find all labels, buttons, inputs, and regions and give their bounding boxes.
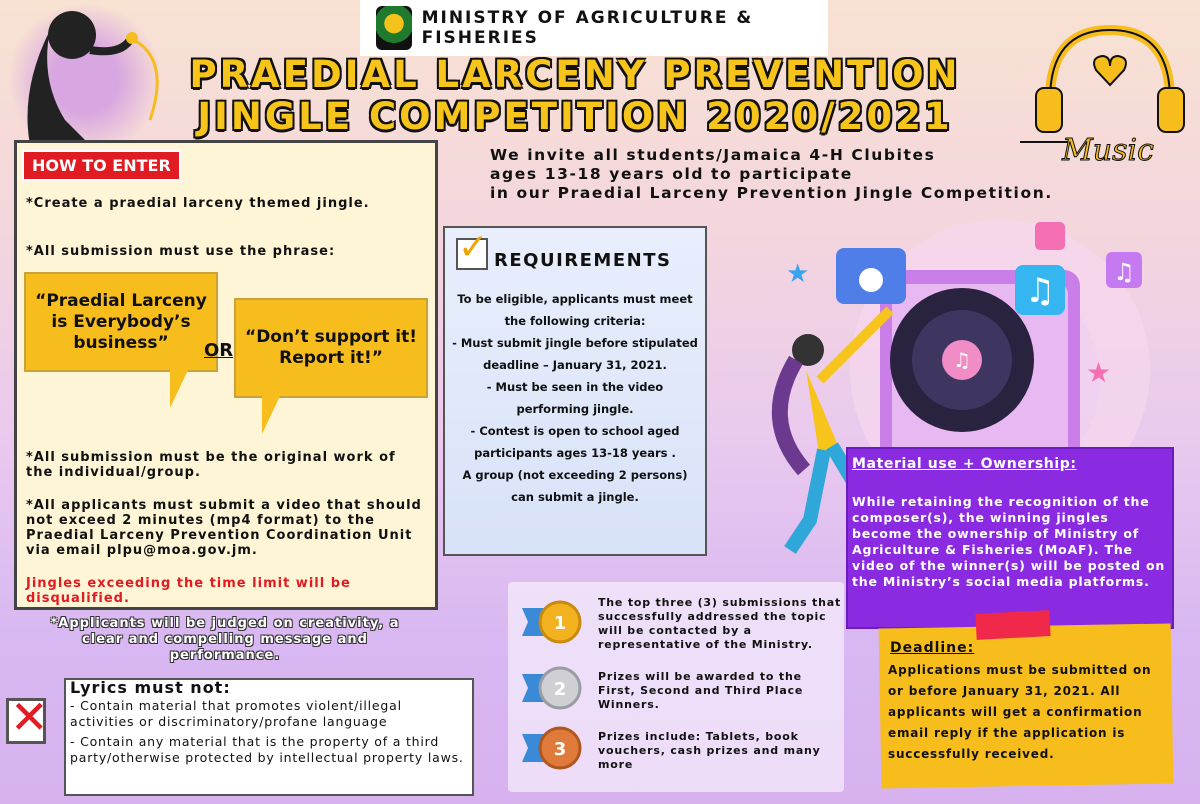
requirement-age: - Contest is open to school aged participants ages 13-18 years . bbox=[470, 424, 680, 460]
requirement-group: A group (not exceeding 2 persons) can submit a jingle. bbox=[462, 468, 688, 504]
enter-rule-theme: *Create a praedial larceny themed jingle. bbox=[26, 196, 370, 211]
enter-rule-original: *All submission must be the original work of the individual/group. bbox=[26, 450, 396, 480]
lyrics-rule-1: - Contain material that promotes violent/illegal activities or discriminatory/profane language bbox=[70, 698, 402, 729]
prize-contact-text: The top three (3) submissions that successfully addressed the topic will be contacted by a representative of the Ministry. bbox=[598, 596, 842, 651]
deadline-title: Deadline: bbox=[890, 640, 975, 656]
title-line-2: JINGLE COMPETITION 2020/2021 bbox=[197, 95, 953, 138]
enter-rule-video: *All applicants must submit a video that should not exceed 2 minutes (mp4 format) to the Praedial Larceny Prevention Coordination Unit via email plpu@moa.gov.jm. bbox=[26, 498, 422, 558]
prize-include-text: Prizes include: Tablets, book vouchers, cash prizes and many more bbox=[598, 730, 821, 771]
requirements-intro: To be eligible, applicants must meet the following criteria: bbox=[457, 292, 693, 328]
invite-line-1: We invite all students/Jamaica 4-H Clubites bbox=[490, 146, 936, 164]
lyrics-title: Lyrics must not: bbox=[70, 678, 231, 697]
or-label: OR bbox=[204, 340, 234, 361]
phrase-bubble-1: “Praedial Larceny is Everybody’s business” bbox=[24, 272, 218, 372]
material-ownership-title: Material use + Ownership: bbox=[852, 456, 1077, 472]
requirements-body bbox=[450, 288, 700, 508]
checkmark-icon: ✓ bbox=[458, 227, 489, 268]
how-to-enter-badge: HOW TO ENTER bbox=[22, 150, 181, 181]
bronze-medal-icon bbox=[518, 724, 588, 772]
svg-text:★: ★ bbox=[1086, 356, 1112, 389]
svg-text:♫: ♫ bbox=[1113, 258, 1135, 286]
deadline-body: Applications must be submitted on or before January 31, 2021. All applicants will get a confirmation email reply if the application is successfully received. bbox=[888, 663, 1152, 761]
svg-text:3: 3 bbox=[553, 739, 567, 760]
page-title bbox=[180, 54, 970, 138]
svg-text:1: 1 bbox=[553, 613, 567, 634]
enter-rule-phrase: *All submission must use the phrase: bbox=[26, 244, 336, 259]
silver-medal-icon bbox=[518, 664, 588, 712]
music-wordmark: Music bbox=[1062, 133, 1154, 168]
invite-line-2: ages 13-18 years old to participate bbox=[490, 165, 853, 183]
ministry-name: MINISTRY OF AGRICULTURE & FISHERIES bbox=[421, 8, 754, 48]
svg-text:★: ★ bbox=[786, 259, 810, 289]
tape-decoration bbox=[975, 610, 1050, 640]
phrase-bubble-2-tail bbox=[262, 396, 280, 434]
title-line-1: PRAEDIAL LARCENY PREVENTION bbox=[189, 53, 961, 96]
ministry-header bbox=[360, 0, 828, 56]
cross-icon: ✕ bbox=[10, 690, 49, 744]
gold-medal-icon bbox=[518, 598, 588, 646]
svg-text:♫: ♫ bbox=[953, 348, 971, 372]
lyrics-rule-2: - Contain any material that is the property of a third party/otherwise protected by intellectual property laws. bbox=[70, 734, 464, 765]
invite-text bbox=[490, 146, 1170, 203]
requirement-video: - Must be seen in the video performing jingle. bbox=[486, 380, 664, 416]
invite-line-3: in our Praedial Larceny Prevention Jingle Competition. bbox=[490, 184, 1053, 202]
requirement-deadline: - Must submit jingle before stipulated deadline – January 31, 2021. bbox=[452, 336, 698, 372]
enter-rule-disqualified: Jingles exceeding the time limit will be disqualified. bbox=[26, 576, 351, 606]
coat-of-arms-icon bbox=[376, 6, 412, 50]
phrase-bubble-1-tail bbox=[170, 370, 188, 408]
phrase-bubble-2: “Don’t support it! Report it!” bbox=[234, 298, 428, 398]
svg-text:♫: ♫ bbox=[1024, 271, 1056, 311]
prize-award-text: Prizes will be awarded to the First, Second and Third Place Winners. bbox=[598, 670, 804, 711]
requirements-title: REQUIREMENTS bbox=[494, 250, 672, 271]
material-ownership-body: While retaining the recognition of the composer(s), the winning jingles become the ownership of Ministry of Agriculture & Fisheries (MoAF). The video of the winner(s) will be posted on the Ministry’s social media platforms. bbox=[852, 494, 1166, 589]
svg-text:2: 2 bbox=[553, 679, 567, 700]
judging-criteria: *Applicants will be judged on creativity, a clear and compelling message and performance. bbox=[50, 616, 400, 663]
singer-silhouette bbox=[10, 0, 160, 145]
